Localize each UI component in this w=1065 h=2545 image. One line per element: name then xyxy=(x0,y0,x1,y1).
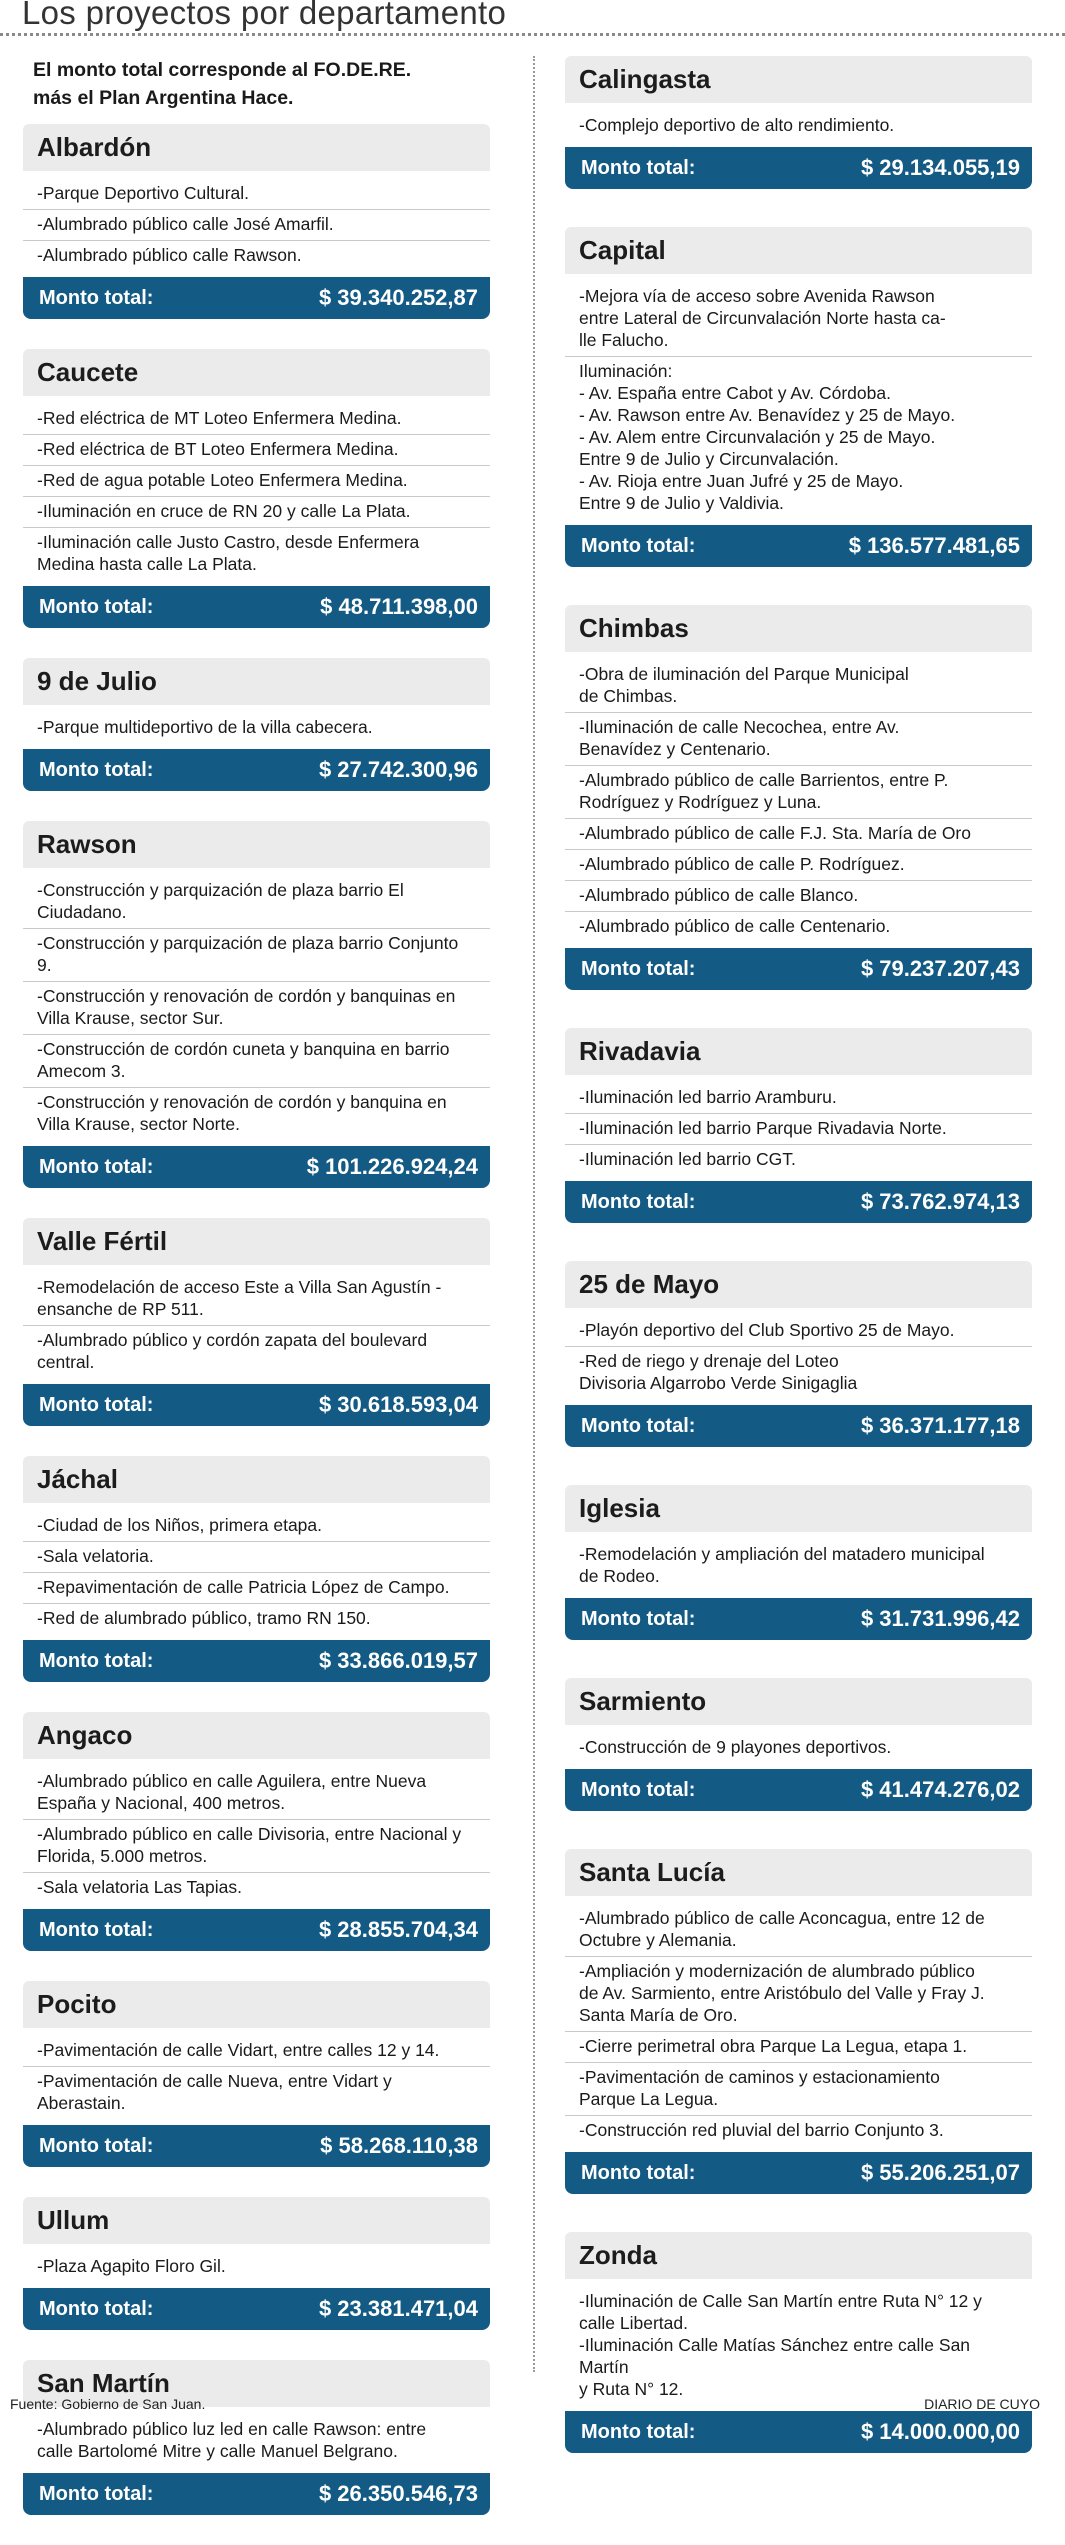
total-amount: $ 55.206.251,07 xyxy=(860,2160,1020,2185)
total-label: Monto total: xyxy=(39,2482,154,2505)
dept-header-9-de-julio: 9 de Julio xyxy=(23,658,490,705)
dept-items-albardon xyxy=(23,179,490,271)
dept-items-calingasta xyxy=(565,111,1032,141)
total-amount: $ 33.866.019,57 xyxy=(318,1648,478,1673)
total-amount: $ 39.340.252,87 xyxy=(318,285,478,310)
dept-block-pocito xyxy=(23,1981,490,2167)
total-bar-capital xyxy=(565,525,1032,567)
project-item: -Parque Deportivo Cultural. xyxy=(23,179,490,210)
dept-block-25-de-mayo xyxy=(565,1261,1032,1447)
dept-block-santa-lucia xyxy=(565,1849,1032,2194)
total-bar-calingasta xyxy=(565,147,1032,189)
total-amount: $ 36.371.177,18 xyxy=(860,1413,1020,1438)
project-item: -Red de agua potable Loteo Enfermera Medina. xyxy=(23,466,490,497)
dept-block-sarmiento xyxy=(565,1678,1032,1811)
project-item: -Pavimentación de caminos y estacionamiento Parque La Legua. xyxy=(565,2063,1032,2116)
project-item: -Alumbrado público luz led en calle Rawson: entre calle Bartolomé Mitre y calle Manuel Belgrano. xyxy=(37,2419,427,2461)
total-bar-angaco xyxy=(23,1909,490,1951)
dept-items-san-martin xyxy=(23,2415,490,2467)
total-bar-pocito xyxy=(23,2125,490,2167)
project-item: -Iluminación de Calle San Martín entre Ruta N° 12 y calle Libertad. -Iluminación Calle Matías Sánchez entre calle San Martín y Ruta N° 12. xyxy=(579,2291,982,2399)
total-amount: $ 136.577.481,65 xyxy=(848,533,1020,558)
dept-block-9-de-julio xyxy=(23,658,490,791)
total-bar-chimbas xyxy=(565,948,1032,990)
total-bar-rivadavia xyxy=(565,1181,1032,1223)
dept-header-25-de-mayo: 25 de Mayo xyxy=(565,1261,1032,1308)
total-bar-sarmiento xyxy=(565,1769,1032,1811)
dept-header-iglesia: Iglesia xyxy=(565,1485,1032,1532)
project-item: -Remodelación de acceso Este a Villa San Agustín - ensanche de RP 511. xyxy=(23,1273,490,1326)
project-item: -Alumbrado público calle Rawson. xyxy=(37,245,302,265)
dept-block-caucete xyxy=(23,349,490,628)
dept-header-santa-lucia: Santa Lucía xyxy=(565,1849,1032,1896)
project-item: -Iluminación led barrio CGT. xyxy=(579,1149,796,1169)
project-item: -Obra de iluminación del Parque Municipal de Chimbas. xyxy=(565,660,1032,713)
project-item: -Alumbrado público de calle Aconcagua, entre 12 de Octubre y Alemania. xyxy=(565,1904,1032,1957)
project-item: -Alumbrado público de calle Blanco. xyxy=(565,881,1032,912)
dept-header-calingasta: Calingasta xyxy=(565,56,1032,103)
total-label: Monto total: xyxy=(581,2420,696,2443)
total-amount: $ 23.381.471,04 xyxy=(318,2296,478,2321)
project-item: -Sala velatoria. xyxy=(23,1542,490,1573)
project-item: -Iluminación calle Justo Castro, desde Enfermera Medina hasta calle La Plata. xyxy=(37,532,420,574)
dept-header-angaco: Angaco xyxy=(23,1712,490,1759)
project-item: -Construcción y renovación de cordón y banquina en Villa Krause, sector Norte. xyxy=(37,1092,447,1134)
total-amount: $ 41.474.276,02 xyxy=(860,1777,1020,1802)
total-label: Monto total: xyxy=(581,1190,696,1213)
project-item: -Iluminación en cruce de RN 20 y calle La Plata. xyxy=(23,497,490,528)
total-label: Monto total: xyxy=(39,2134,154,2157)
project-item: -Alumbrado público de calle Barrientos, entre P. Rodríguez y Rodríguez y Luna. xyxy=(565,766,1032,819)
dept-block-rawson xyxy=(23,821,490,1188)
total-amount: $ 30.618.593,04 xyxy=(318,1392,478,1417)
total-label: Monto total: xyxy=(39,595,154,618)
project-item: -Construcción y parquización de plaza barrio El Ciudadano. xyxy=(23,876,490,929)
total-bar-iglesia xyxy=(565,1598,1032,1640)
dept-items-jachal xyxy=(23,1511,490,1634)
project-item: -Alumbrado público de calle F.J. Sta. María de Oro xyxy=(565,819,1032,850)
dept-block-san-martin xyxy=(23,2360,490,2515)
total-label: Monto total: xyxy=(581,1607,696,1630)
project-item: -Ampliación y modernización de alumbrado público de Av. Sarmiento, entre Aristóbulo del Valle y Fray J. Santa María de Oro. xyxy=(565,1957,1032,2032)
dept-block-rivadavia xyxy=(565,1028,1032,1223)
project-item: -Plaza Agapito Floro Gil. xyxy=(37,2256,226,2276)
dept-items-pocito xyxy=(23,2036,490,2119)
project-item: -Red eléctrica de MT Loteo Enfermera Medina. xyxy=(23,404,490,435)
project-item: Iluminación: - Av. España entre Cabot y Av. Córdoba. - Av. Rawson entre Av. Benavídez y 25 de Mayo. - Av. Alem entre Circunvalación y 25 de Mayo. Entre 9 de Julio y Circunvalación. - Av. Rioja entre Juan Jufré y 25 de Mayo. Entre 9 de Julio y Valdivia. xyxy=(579,361,956,513)
dept-block-ullum xyxy=(23,2197,490,2330)
dept-block-iglesia xyxy=(565,1485,1032,1640)
dept-block-zonda xyxy=(565,2232,1032,2453)
dept-items-ullum xyxy=(23,2252,490,2282)
project-item: -Construcción y renovación de cordón y banquinas en Villa Krause, sector Sur. xyxy=(23,982,490,1035)
total-bar-santa-lucia xyxy=(565,2152,1032,2194)
total-label: Monto total: xyxy=(39,1918,154,1941)
dept-items-rawson xyxy=(23,876,490,1140)
dept-items-25-de-mayo xyxy=(565,1316,1032,1399)
dept-header-chimbas: Chimbas xyxy=(565,605,1032,652)
project-item: -Pavimentación de calle Vidart, entre calles 12 y 14. xyxy=(23,2036,490,2067)
total-label: Monto total: xyxy=(39,2297,154,2320)
dept-header-sarmiento: Sarmiento xyxy=(565,1678,1032,1725)
total-label: Monto total: xyxy=(581,534,696,557)
dept-block-albardon xyxy=(23,124,490,319)
right-column xyxy=(565,56,1032,2491)
total-label: Monto total: xyxy=(39,758,154,781)
dept-header-jachal: Jáchal xyxy=(23,1456,490,1503)
project-item: -Remodelación y ampliación del matadero municipal de Rodeo. xyxy=(579,1544,985,1586)
total-label: Monto total: xyxy=(581,156,696,179)
project-item: -Iluminación de calle Necochea, entre Av. Benavídez y Centenario. xyxy=(565,713,1032,766)
total-bar-9-de-julio xyxy=(23,749,490,791)
project-item: -Ciudad de los Niños, primera etapa. xyxy=(23,1511,490,1542)
total-amount: $ 26.350.546,73 xyxy=(318,2481,478,2506)
total-amount: $ 31.731.996,42 xyxy=(860,1606,1020,1631)
project-item: -Pavimentación de calle Nueva, entre Vidart y Aberastain. xyxy=(37,2071,392,2113)
total-amount: $ 28.855.704,34 xyxy=(318,1917,478,1942)
dept-items-9-de-julio xyxy=(23,713,490,743)
dept-items-angaco xyxy=(23,1767,490,1903)
dept-header-capital: Capital xyxy=(565,227,1032,274)
dept-items-chimbas xyxy=(565,660,1032,942)
dept-header-san-martin: San Martín xyxy=(23,2360,490,2407)
total-bar-rawson xyxy=(23,1146,490,1188)
project-item: -Cierre perimetral obra Parque La Legua, etapa 1. xyxy=(565,2032,1032,2063)
dept-block-jachal xyxy=(23,1456,490,1682)
project-item: -Red de riego y drenaje del Loteo Divisoria Algarrobo Verde Sinigaglia xyxy=(579,1351,858,1393)
dept-block-angaco xyxy=(23,1712,490,1951)
total-amount: $ 101.226.924,24 xyxy=(306,1154,478,1179)
dept-items-zonda xyxy=(565,2287,1032,2405)
dept-items-capital xyxy=(565,282,1032,519)
dept-header-rawson: Rawson xyxy=(23,821,490,868)
title-dotted-rule xyxy=(0,33,1065,36)
total-label: Monto total: xyxy=(39,286,154,309)
dept-items-iglesia xyxy=(565,1540,1032,1592)
project-item: -Construcción red pluvial del barrio Conjunto 3. xyxy=(579,2120,944,2140)
total-bar-valle-fertil xyxy=(23,1384,490,1426)
project-item: -Construcción y parquización de plaza barrio Conjunto 9. xyxy=(23,929,490,982)
total-bar-jachal xyxy=(23,1640,490,1682)
project-item: -Sala velatoria Las Tapias. xyxy=(37,1877,242,1897)
dept-header-rivadavia: Rivadavia xyxy=(565,1028,1032,1075)
dept-items-sarmiento xyxy=(565,1733,1032,1763)
project-item: -Complejo deportivo de alto rendimiento. xyxy=(579,115,895,135)
project-item: -Red eléctrica de BT Loteo Enfermera Medina. xyxy=(23,435,490,466)
dept-header-zonda: Zonda xyxy=(565,2232,1032,2279)
dept-items-valle-fertil xyxy=(23,1273,490,1378)
dept-header-ullum: Ullum xyxy=(23,2197,490,2244)
dept-items-santa-lucia xyxy=(565,1904,1032,2146)
dept-block-valle-fertil xyxy=(23,1218,490,1426)
left-column xyxy=(23,56,490,2545)
total-bar-caucete xyxy=(23,586,490,628)
total-amount: $ 27.742.300,96 xyxy=(318,757,478,782)
dept-block-chimbas xyxy=(565,605,1032,990)
project-item: -Alumbrado público en calle Aguilera, entre Nueva España y Nacional, 400 metros. xyxy=(23,1767,490,1820)
source-note: Fuente: Gobierno de San Juan. xyxy=(10,2396,206,2412)
project-item: -Parque multideportivo de la villa cabecera. xyxy=(37,717,373,737)
project-item: -Construcción de cordón cuneta y banquina en barrio Amecom 3. xyxy=(23,1035,490,1088)
total-bar-ullum xyxy=(23,2288,490,2330)
project-item: -Mejora vía de acceso sobre Avenida Rawson entre Lateral de Circunvalación Norte hasta ca- lle Falucho. xyxy=(565,282,1032,357)
project-item: -Iluminación led barrio Aramburu. xyxy=(565,1083,1032,1114)
project-item: -Playón deportivo del Club Sportivo 25 de Mayo. xyxy=(565,1316,1032,1347)
total-amount: $ 79.237.207,43 xyxy=(860,956,1020,981)
dept-header-pocito: Pocito xyxy=(23,1981,490,2028)
total-label: Monto total: xyxy=(581,957,696,980)
total-amount: $ 58.268.110,38 xyxy=(320,2133,478,2158)
project-item: -Alumbrado público de calle P. Rodríguez. xyxy=(565,850,1032,881)
project-item: -Alumbrado público y cordón zapata del boulevard central. xyxy=(37,1330,428,1372)
intro-note: El monto total corresponde al FO.DE.RE. más el Plan Argentina Hace. xyxy=(33,59,412,109)
dept-items-caucete xyxy=(23,404,490,580)
total-bar-zonda xyxy=(565,2411,1032,2453)
dept-block-capital xyxy=(565,227,1032,567)
project-item: -Red de alumbrado público, tramo RN 150. xyxy=(37,1608,371,1628)
project-item: -Iluminación led barrio Parque Rivadavia Norte. xyxy=(565,1114,1032,1145)
total-label: Monto total: xyxy=(39,1649,154,1672)
project-item: -Alumbrado público calle José Amarfil. xyxy=(23,210,490,241)
dept-items-rivadavia xyxy=(565,1083,1032,1175)
total-amount: $ 48.711.398,00 xyxy=(320,594,478,619)
dept-header-albardon: Albardón xyxy=(23,124,490,171)
total-amount: $ 14.000.000,00 xyxy=(860,2419,1020,2444)
total-label: Monto total: xyxy=(581,1414,696,1437)
publisher-credit: DIARIO DE CUYO xyxy=(924,2396,1040,2412)
total-bar-25-de-mayo xyxy=(565,1405,1032,1447)
total-label: Monto total: xyxy=(581,2161,696,2184)
total-amount: $ 29.134.055,19 xyxy=(860,155,1020,180)
total-label: Monto total: xyxy=(581,1778,696,1801)
dept-header-caucete: Caucete xyxy=(23,349,490,396)
column-divider xyxy=(533,56,535,2372)
total-bar-albardon xyxy=(23,277,490,319)
total-amount: $ 73.762.974,13 xyxy=(860,1189,1020,1214)
dept-header-valle-fertil: Valle Fértil xyxy=(23,1218,490,1265)
total-bar-san-martin xyxy=(23,2473,490,2515)
project-item: -Alumbrado público de calle Centenario. xyxy=(579,916,891,936)
total-label: Monto total: xyxy=(39,1155,154,1178)
page-title: Los proyectos por departamento xyxy=(22,0,507,31)
project-item: -Repavimentación de calle Patricia López de Campo. xyxy=(23,1573,490,1604)
project-item: -Construcción de 9 playones deportivos. xyxy=(579,1737,892,1757)
project-item: -Alumbrado público en calle Divisoria, entre Nacional y Florida, 5.000 metros. xyxy=(23,1820,490,1873)
total-label: Monto total: xyxy=(39,1393,154,1416)
dept-block-calingasta xyxy=(565,56,1032,189)
